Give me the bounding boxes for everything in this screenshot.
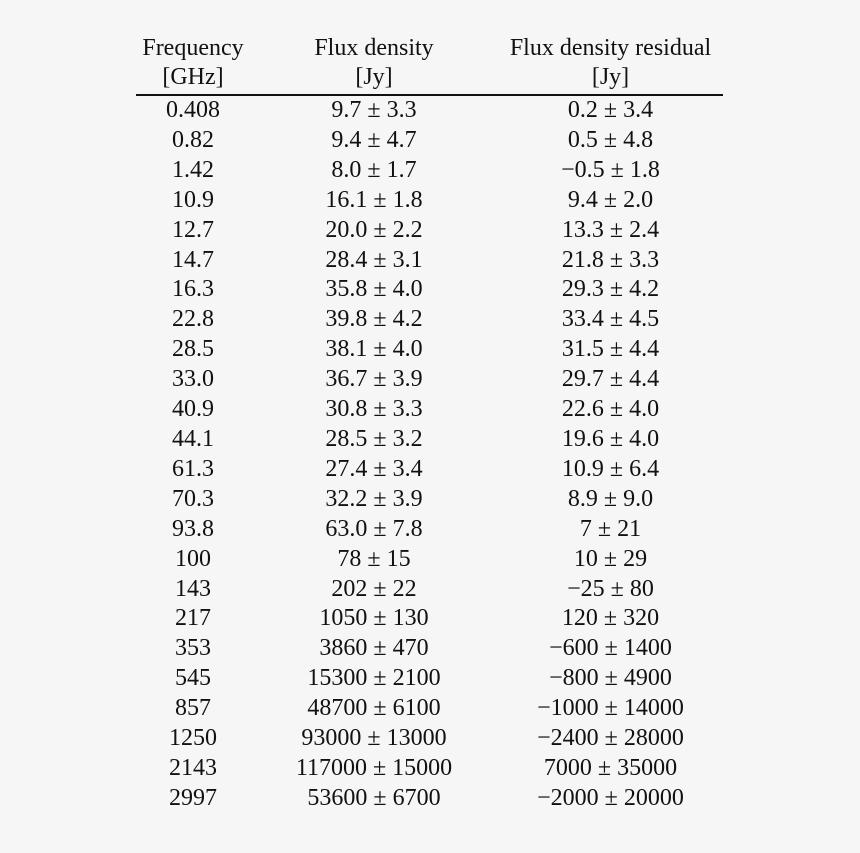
- header-flux-density-residual: Flux density residual: [509, 35, 712, 61]
- cell-flux-density: 27.4 ± 3.4: [325, 455, 423, 482]
- cell-flux-density-residual: 31.5 ± 4.4: [561, 336, 660, 363]
- cell-frequency: 143: [175, 575, 211, 602]
- cell-flux-density: 9.7 ± 3.3: [331, 97, 417, 123]
- table-row: [136, 634, 723, 664]
- header-frequency: Frequency: [142, 35, 244, 61]
- table-row: [136, 365, 723, 395]
- cell-flux-density-residual: −2400 ± 28000: [537, 725, 684, 752]
- cell-flux-density: 30.8 ± 3.3: [325, 396, 423, 423]
- cell-flux-density: 36.7 ± 3.9: [325, 366, 423, 393]
- cell-frequency: 857: [175, 695, 211, 722]
- header-frequency-unit: [GHz]: [136, 63, 250, 95]
- table-row: [136, 515, 723, 545]
- table-row: [136, 216, 723, 246]
- table-row: [136, 156, 723, 186]
- table-row: [136, 694, 723, 724]
- table-row: [136, 126, 723, 156]
- cell-flux-density-residual: 10.9 ± 6.4: [561, 455, 660, 482]
- table-row: [136, 754, 723, 784]
- cell-flux-density: 20.0 ± 2.2: [325, 216, 423, 243]
- cell-frequency: 40.9: [172, 396, 214, 423]
- table-row: [136, 395, 723, 425]
- cell-flux-density: 53600 ± 6700: [307, 784, 441, 811]
- cell-flux-density: 93000 ± 13000: [301, 725, 447, 752]
- table-row: [136, 425, 723, 455]
- table-row: [136, 545, 723, 575]
- cell-frequency: 61.3: [172, 455, 214, 482]
- cell-frequency: 93.8: [172, 515, 214, 542]
- cell-flux-density-residual: 29.3 ± 4.2: [561, 276, 660, 303]
- cell-flux-density: 39.8 ± 4.2: [325, 306, 423, 333]
- cell-frequency: 100: [175, 545, 211, 572]
- cell-flux-density: 38.1 ± 4.0: [325, 336, 423, 363]
- cell-flux-density-residual: 21.8 ± 3.3: [561, 246, 660, 273]
- cell-flux-density-residual: 120 ± 320: [561, 605, 660, 632]
- cell-flux-density: 9.4 ± 4.7: [331, 126, 417, 153]
- table-row: [136, 485, 723, 515]
- cell-flux-density-residual: 29.7 ± 4.4: [561, 366, 660, 393]
- cell-flux-density-residual: −0.5 ± 1.8: [561, 156, 660, 183]
- cell-flux-density-residual: 9.4 ± 2.0: [567, 186, 654, 213]
- cell-flux-density: 28.5 ± 3.2: [325, 425, 423, 452]
- cell-frequency: 28.5: [172, 336, 214, 363]
- cell-frequency: 70.3: [172, 485, 214, 512]
- cell-frequency: 0.408: [166, 97, 220, 123]
- table-row: [136, 186, 723, 216]
- cell-flux-density: 1050 ± 130: [319, 605, 429, 632]
- header-flux-density: Flux density: [314, 35, 434, 61]
- header-flux-density-residual-unit: [Jy]: [498, 63, 723, 95]
- cell-flux-density: 117000 ± 15000: [295, 754, 453, 781]
- table-row: [136, 784, 723, 814]
- table-row: [136, 275, 723, 305]
- cell-flux-density-residual: −800 ± 4900: [549, 665, 672, 692]
- cell-frequency: 10.9: [172, 186, 214, 213]
- cell-frequency: 2997: [169, 784, 217, 811]
- cell-frequency: 217: [175, 605, 211, 632]
- cell-frequency: 22.8: [172, 306, 214, 333]
- cell-flux-density-residual: 0.5 ± 4.8: [567, 126, 654, 153]
- cell-frequency: 545: [175, 665, 211, 692]
- table-row: [136, 575, 723, 605]
- cell-frequency: 44.1: [172, 425, 214, 452]
- cell-flux-density-residual: −600 ± 1400: [549, 635, 672, 662]
- table-row: [136, 604, 723, 634]
- cell-flux-density-residual: 22.6 ± 4.0: [561, 396, 660, 423]
- header-flux-density-unit: [Jy]: [250, 63, 498, 95]
- cell-flux-density: 28.4 ± 3.1: [325, 246, 423, 273]
- cell-flux-density: 32.2 ± 3.9: [325, 485, 423, 512]
- cell-flux-density: 16.1 ± 1.8: [325, 186, 423, 213]
- cell-frequency: 33.0: [172, 366, 214, 393]
- header-name-row: [136, 34, 723, 63]
- cell-frequency: 12.7: [172, 216, 214, 243]
- table-body: [136, 95, 723, 814]
- flux-table-container: [136, 34, 723, 814]
- cell-flux-density-residual: 10 ± 29: [573, 545, 648, 572]
- cell-flux-density-residual: −2000 ± 20000: [537, 784, 684, 811]
- cell-frequency: 1.42: [172, 156, 214, 183]
- table-row: [136, 335, 723, 365]
- cell-flux-density-residual: 0.2 ± 3.4: [567, 97, 654, 123]
- table-row: [136, 246, 723, 276]
- cell-flux-density-residual: 13.3 ± 2.4: [561, 216, 660, 243]
- cell-flux-density: 15300 ± 2100: [307, 665, 441, 692]
- cell-flux-density: 8.0 ± 1.7: [331, 156, 417, 183]
- table-row: [136, 664, 723, 694]
- cell-flux-density: 202 ± 22: [331, 575, 417, 602]
- cell-flux-density-residual: −1000 ± 14000: [537, 695, 684, 722]
- cell-frequency: 16.3: [172, 276, 214, 303]
- cell-frequency: 2143: [169, 754, 217, 781]
- cell-frequency: 0.82: [172, 126, 214, 153]
- cell-flux-density: 35.8 ± 4.0: [325, 276, 423, 303]
- table-header: [136, 34, 723, 95]
- cell-frequency: 353: [175, 635, 211, 662]
- table-row: [136, 724, 723, 754]
- table-row: [136, 455, 723, 485]
- cell-flux-density: 3860 ± 470: [319, 635, 429, 662]
- cell-flux-density-residual: 7 ± 21: [579, 515, 642, 542]
- cell-flux-density: 48700 ± 6100: [307, 695, 441, 722]
- table-row: [136, 305, 723, 335]
- cell-flux-density-residual: 7000 ± 35000: [543, 754, 678, 781]
- cell-flux-density-residual: 19.6 ± 4.0: [561, 425, 660, 452]
- cell-flux-density: 63.0 ± 7.8: [325, 515, 423, 542]
- cell-flux-density-residual: 33.4 ± 4.5: [561, 306, 660, 333]
- cell-frequency: 14.7: [172, 246, 214, 273]
- cell-flux-density-residual: −25 ± 80: [567, 575, 654, 602]
- flux-density-table: [136, 34, 723, 814]
- table-row: [136, 95, 723, 126]
- cell-frequency: 1250: [169, 725, 217, 752]
- cell-flux-density: 78 ± 15: [337, 545, 411, 572]
- cell-flux-density-residual: 8.9 ± 9.0: [567, 485, 654, 512]
- header-unit-row: [136, 63, 723, 95]
